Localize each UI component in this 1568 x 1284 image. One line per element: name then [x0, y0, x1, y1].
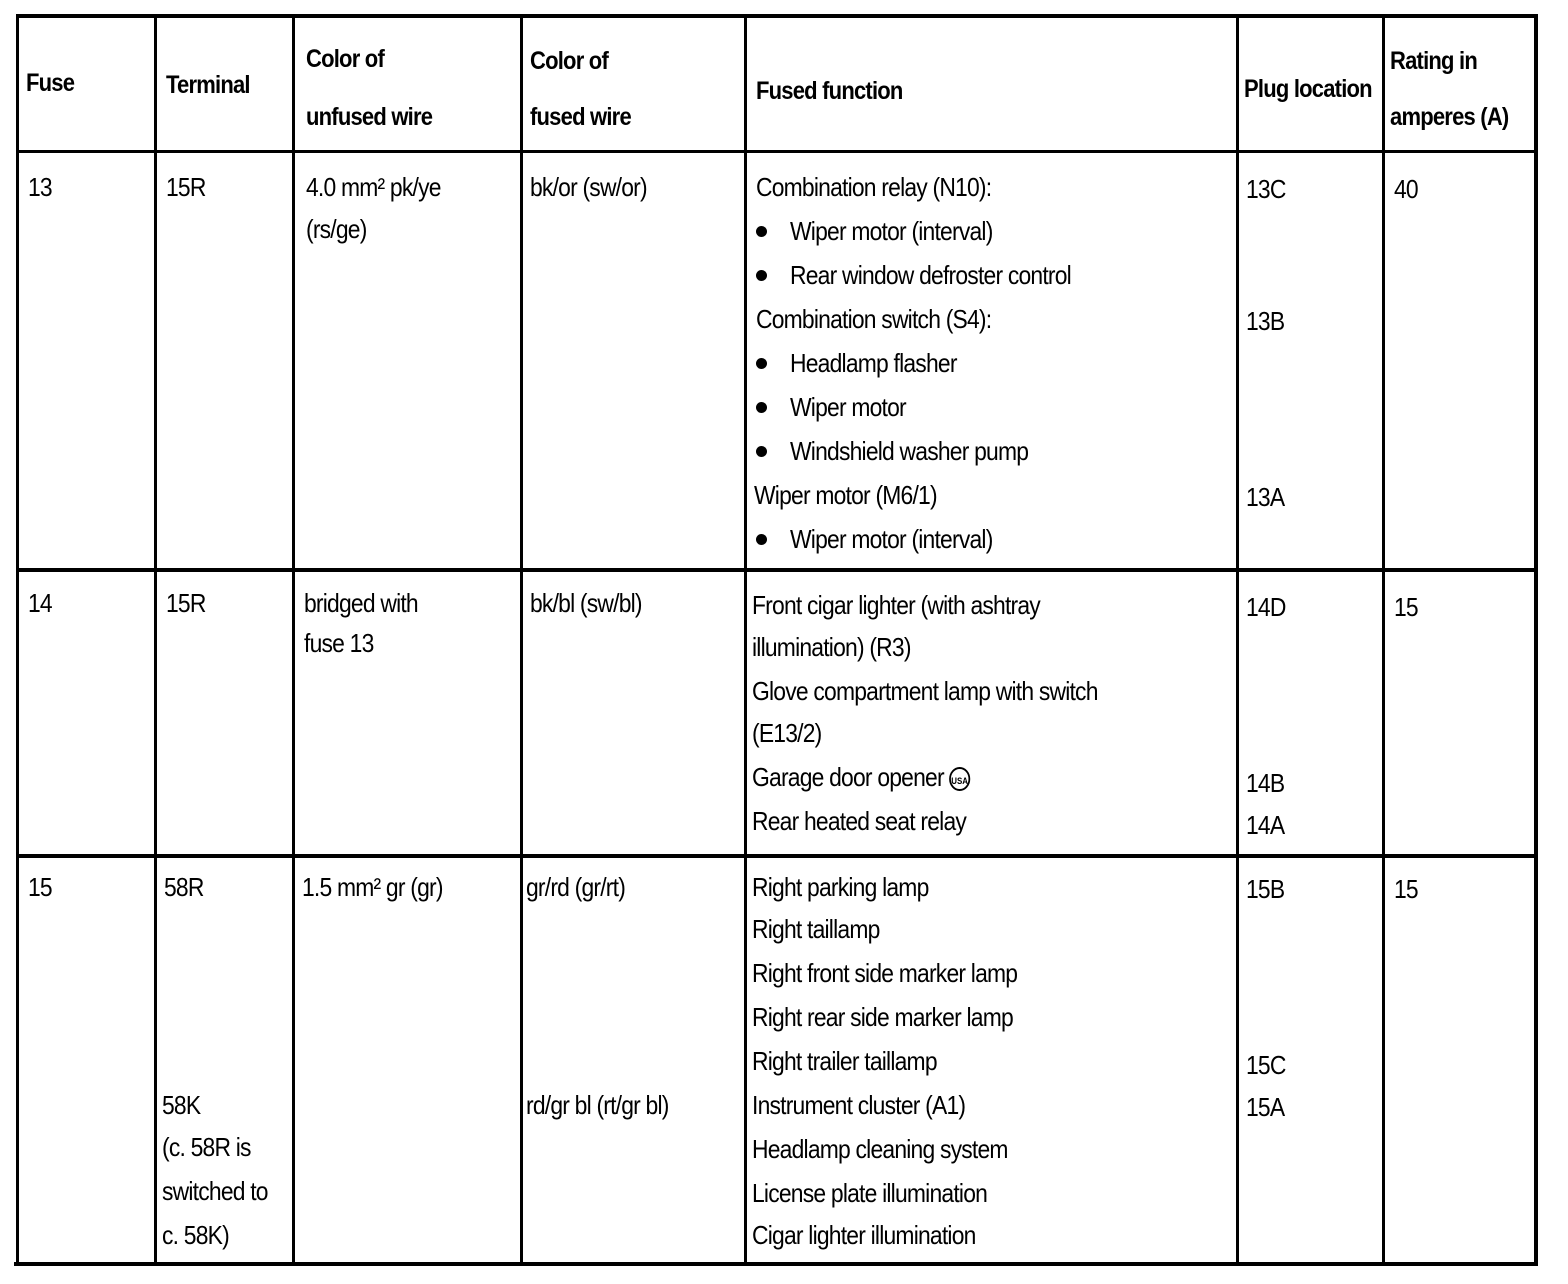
row-divider-2 — [16, 854, 1538, 858]
row15-function-5: Right trailer taillamp — [752, 1046, 937, 1076]
row14-terminal: 15R — [166, 588, 206, 618]
header-function: Fused function — [756, 77, 903, 105]
column-divider-4 — [744, 14, 747, 1266]
row13-fused: bk/or (sw/or) — [530, 172, 647, 202]
row15-terminal-3: (c. 58R is — [162, 1132, 251, 1162]
row15-terminal-1: 58R — [164, 872, 204, 902]
row13-unfused-line1: 4.0 mm² pk/ye — [306, 172, 441, 202]
column-divider-1 — [154, 14, 157, 1266]
bullet-icon — [756, 534, 767, 545]
row14-function-6: Rear heated seat relay — [752, 806, 967, 836]
table-border-left — [16, 14, 19, 1266]
header-terminal: Terminal — [166, 71, 250, 99]
bullet-icon — [756, 402, 767, 413]
row15-plug-2: 15C — [1246, 1050, 1286, 1080]
row15-function-1: Right parking lamp — [752, 872, 929, 902]
row15-terminal-4: switched to — [162, 1176, 268, 1206]
row14-plug-3: 14A — [1246, 810, 1285, 840]
header-rating-line2: amperes (A) — [1390, 103, 1509, 131]
table-border-bottom — [14, 1262, 1538, 1266]
row15-unfused: 1.5 mm² gr (gr) — [302, 872, 443, 902]
header-rating-line1: Rating in — [1390, 47, 1477, 75]
row15-terminal-2: 58K — [162, 1090, 201, 1120]
header-fused-line2: fused wire — [530, 103, 631, 131]
row14-plug-1: 14D — [1246, 592, 1286, 622]
header-fuse: Fuse — [26, 69, 75, 97]
header-unfused-line1: Color of — [306, 45, 384, 73]
row14-function-2: illumination) (R3) — [752, 632, 911, 662]
row13-rating: 40 — [1394, 174, 1418, 204]
row13-function-3: Rear window defroster control — [790, 260, 1071, 290]
row-divider-1 — [16, 568, 1538, 572]
row13-fuse: 13 — [28, 172, 52, 202]
row13-function-5: Headlamp flasher — [790, 348, 957, 378]
bullet-icon — [756, 446, 767, 457]
row13-function-6: Wiper motor — [790, 392, 906, 422]
row13-function-1: Combination relay (N10): — [756, 172, 992, 202]
row13-function-7: Windshield washer pump — [790, 436, 1029, 466]
header-fused-line1: Color of — [530, 47, 608, 75]
row13-plug-3: 13A — [1246, 482, 1285, 512]
row14-unfused-line2: fuse 13 — [304, 628, 374, 658]
row14-function-1: Front cigar lighter (with ashtray — [752, 590, 1040, 620]
row15-rating: 15 — [1394, 874, 1418, 904]
row13-plug-2: 13B — [1246, 306, 1285, 336]
row15-function-3: Right front side marker lamp — [752, 958, 1018, 988]
row13-function-2: Wiper motor (interval) — [790, 216, 993, 246]
header-divider — [16, 150, 1538, 153]
row15-plug-1: 15B — [1246, 874, 1285, 904]
row13-function-8: Wiper motor (M6/1) — [754, 480, 937, 510]
row14-function-3: Glove compartment lamp with switch — [752, 676, 1098, 706]
table-border-top — [16, 14, 1538, 18]
row14-rating: 15 — [1394, 592, 1418, 622]
row14-function-4: (E13/2) — [752, 718, 822, 748]
column-divider-2 — [292, 14, 295, 1266]
column-divider-3 — [520, 14, 523, 1266]
table-border-right — [1534, 14, 1538, 1266]
row15-function-4: Right rear side marker lamp — [752, 1002, 1013, 1032]
row15-plug-3: 15A — [1246, 1092, 1285, 1122]
row15-function-7: Headlamp cleaning system — [752, 1134, 1008, 1164]
row14-unfused-line1: bridged with — [304, 588, 418, 618]
column-divider-5 — [1236, 14, 1239, 1266]
column-divider-6 — [1382, 14, 1385, 1266]
row15-function-8: License plate illumination — [752, 1178, 988, 1208]
row15-terminal-5: c. 58K) — [162, 1220, 229, 1250]
row14-fused: bk/bl (sw/bl) — [530, 588, 642, 618]
row13-unfused-line2: (rs/ge) — [306, 214, 367, 244]
row15-function-9: Cigar lighter illumination — [752, 1220, 976, 1250]
row15-function-6: Instrument cluster (A1) — [752, 1090, 966, 1120]
row13-plug-1: 13C — [1246, 174, 1286, 204]
row15-fused-2: rd/gr bl (rt/gr bl) — [526, 1090, 669, 1120]
header-unfused-line2: unfused wire — [306, 103, 433, 131]
row14-function-5-text: Garage door opener — [752, 762, 944, 792]
usa-badge: USA — [949, 767, 970, 791]
row15-function-2: Right taillamp — [752, 914, 880, 944]
row14-plug-2: 14B — [1246, 768, 1285, 798]
bullet-icon — [756, 358, 767, 369]
bullet-icon — [756, 270, 767, 281]
row14-function-5 — [752, 762, 970, 792]
bullet-icon — [756, 226, 767, 237]
row15-fuse: 15 — [28, 872, 52, 902]
row13-terminal: 15R — [166, 172, 206, 202]
row15-fused-1: gr/rd (gr/rt) — [526, 872, 626, 902]
row14-fuse: 14 — [28, 588, 52, 618]
header-plug: Plug location — [1244, 75, 1372, 103]
row13-function-4: Combination switch (S4): — [756, 304, 992, 334]
row13-function-9: Wiper motor (interval) — [790, 524, 993, 554]
